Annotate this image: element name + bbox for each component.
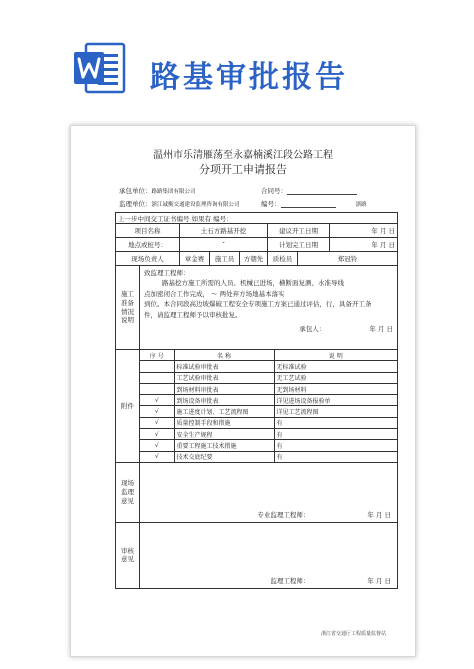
attach-name: 质量控制手段和措施 — [174, 417, 274, 428]
attachment-header-row — [140, 350, 397, 361]
contract-no-label: 合同号： — [261, 187, 287, 195]
start-date-value: 年 月 日 — [330, 224, 398, 238]
prep-side-label: 施工准备情况说明 — [116, 266, 140, 350]
table-row — [140, 406, 397, 417]
prev-certificate-cell: 上一步中间交工证书编号 如果有 编号： — [116, 213, 398, 224]
attach-name: 重要工程施工技术措施 — [174, 440, 274, 451]
prep-line: 路基挖方施工所需的人员、机械已进场，横断面复测、水准导线 — [162, 279, 344, 288]
banner-title: 路基审批报告 — [150, 60, 348, 95]
table-row — [140, 417, 397, 428]
opinion-sign — [146, 510, 391, 522]
prep-line: 件，请监理工程师予以审核批复。 — [144, 310, 242, 319]
contract-no-row — [261, 186, 357, 195]
attach-name: 到场设备审批表 — [174, 395, 274, 406]
attach-check: √ — [140, 406, 174, 417]
prep-description — [140, 266, 398, 350]
review-side-label: 审核意见 — [116, 522, 140, 588]
attach-note: 有 — [274, 451, 397, 462]
attach-note: 无到场材料 — [274, 383, 397, 394]
attach-cell — [140, 350, 398, 463]
opinion-cell — [140, 462, 398, 522]
table-row — [140, 440, 397, 451]
attach-name: 技术交底纪要 — [174, 451, 274, 462]
contractor-sign — [144, 324, 393, 334]
start-date-label: 建议开工日期 — [268, 224, 330, 238]
attach-check: √ — [140, 451, 174, 462]
supervisor-value: 浙江诚衡交通建设监理咨询有限公司 — [151, 202, 240, 208]
serial-row — [261, 199, 367, 208]
header-banner — [0, 0, 474, 110]
attach-note: 无标准试验 — [274, 361, 397, 372]
table-row — [140, 451, 397, 462]
end-date-label: 计划完工日期 — [268, 238, 330, 252]
attach-header-note: 说 明 — [274, 350, 397, 361]
opinion-sign-label: 专业监理工程师： — [257, 510, 310, 519]
opinion-sign-date: 年 月 日 — [367, 510, 392, 519]
contractor-sign-date: 年 月 日 — [369, 324, 394, 333]
table-row — [140, 372, 397, 383]
attach-name: 安全生产规程 — [174, 429, 274, 440]
supervisor-label: 监理单位： — [119, 200, 152, 208]
contract-no-line — [287, 187, 357, 195]
location-label: 地点或桩号： — [116, 238, 180, 252]
serial-label: 编号： — [261, 200, 281, 208]
attach-note: 有 — [274, 429, 397, 440]
project-name-label: 项目名称 — [116, 224, 180, 238]
review-sign-date: 年 月 日 — [367, 576, 392, 585]
attach-note: 详见工艺流程图 — [274, 406, 397, 417]
review-sign-label: 监理工程师： — [270, 576, 310, 585]
inspector-label: 质检员 — [268, 252, 298, 266]
site-manager-name: 章金赛 — [180, 252, 210, 266]
site-manager-label: 现场负责人 — [116, 252, 180, 266]
attach-check — [140, 361, 174, 372]
end-date-value: 年 月 日 — [330, 238, 398, 252]
doc-title-line2: 分项开工申请报告 — [199, 163, 287, 176]
attach-check: √ — [140, 417, 174, 428]
opinion-side-label: 现场监理意见 — [116, 462, 140, 522]
attach-header-seq: 序 号 — [140, 350, 174, 361]
serial-value: 浙路 — [355, 202, 367, 208]
attach-check: √ — [140, 395, 174, 406]
supervisor-row — [119, 199, 240, 208]
attach-note: 有 — [274, 440, 397, 451]
contractor-row — [119, 186, 196, 195]
location-value: ˇ — [180, 238, 268, 252]
table-row — [140, 395, 397, 406]
footer-note: 浙江省交通厅工程质量监督站 — [321, 631, 387, 637]
table-row — [140, 361, 397, 372]
prep-line: 到位。本合同段高边坡爆破工程安全专项施工方案已通过评估，行，具备开工条 — [144, 300, 372, 309]
attach-header-name: 名 称 — [174, 350, 274, 361]
attach-check — [140, 383, 174, 394]
project-name-value: 土石方路基开挖 — [180, 224, 268, 238]
attach-name: 到场材料审批表 — [174, 383, 274, 394]
attach-check: √ — [140, 440, 174, 451]
serial-line — [281, 200, 336, 208]
review-cell — [140, 522, 398, 588]
attach-note: 无工艺试验 — [274, 372, 397, 383]
application-form-table — [115, 212, 398, 589]
contractor-sign-label: 承包人： — [299, 324, 326, 333]
attach-side-label: 附件 — [116, 350, 140, 463]
inspector-name: 郑冠铃 — [298, 252, 398, 266]
review-sign — [146, 576, 391, 588]
constructor-label: 施工员 — [210, 252, 240, 266]
doc-title-line1: 温州市乐清雁荡至永嘉楠溪江段公路工程 — [153, 150, 333, 161]
attach-name: 施工进度计划、工艺流程图 — [174, 406, 274, 417]
table-row — [140, 429, 397, 440]
attach-check — [140, 372, 174, 383]
constructor-name: 方朝先 — [240, 252, 268, 266]
attach-name: 标准试验审批表 — [174, 361, 274, 372]
attach-name: 工艺试验审批表 — [174, 372, 274, 383]
prep-line: 点加密闭合工作完成， ～ 两处弃方场地基本落实 — [144, 289, 285, 298]
word-icon — [72, 40, 126, 96]
attach-check: √ — [140, 429, 174, 440]
contractor-label: 承包单位： — [119, 187, 152, 195]
attach-note: 有 — [274, 417, 397, 428]
prep-line: 致监理工程师： — [144, 269, 190, 277]
contractor-value: 路路集团有限公司 — [151, 189, 196, 195]
table-row — [140, 383, 397, 394]
attachment-table — [140, 350, 397, 462]
attach-note: 详见进场设备报验单 — [274, 395, 397, 406]
document-page — [70, 125, 416, 657]
